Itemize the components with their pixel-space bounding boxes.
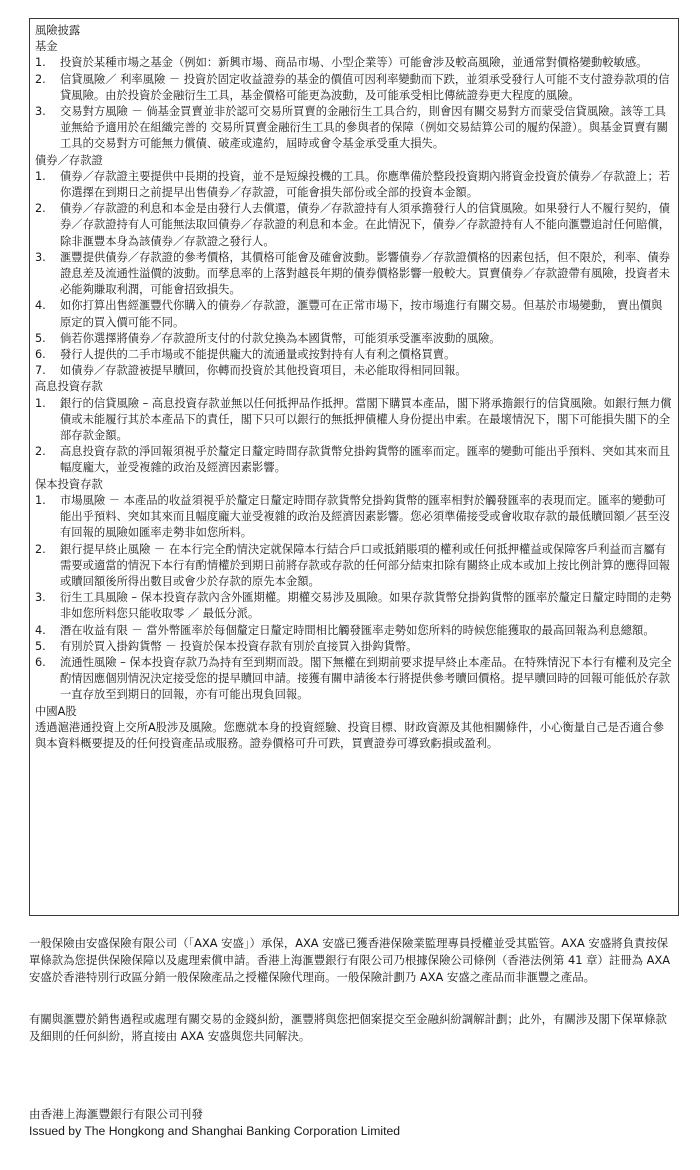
section-title-bonds: 債券／存款證: [35, 153, 103, 167]
section-title-capital-protected-deposit: 保本投資存款: [35, 477, 103, 491]
list-item: 1. 債券／存款證主要提供中長期的投資，並不是短線投機的工具。你應準備於整段投資期內將資金投資於債券／存款證上；若你選擇在到期日之前提早出售債券／存款證，可能會損失部份或全部的投資本金額。: [35, 169, 671, 200]
dispute-resolution-paragraph: 有關與滙豐於銷售過程或處理有關交易的金錢糾紛，滙豐將與您把個案提交至金融糾紛調解計劃；此外，有關涉及閣下保單條款及細則的任何糾紛，將直接由 AXA 安盛與您共同解決。: [29, 1012, 667, 1043]
list-item: 2. 高息投資存款的淨回報須視乎於釐定日釐定時間存款貨幣兌掛鈎貨幣的匯率而定。匯率的變動可能出乎預料、突如其來而且幅度龐大，並受複雜的政治及經濟因素影響。: [35, 445, 671, 475]
list-item: 2. 債券／存款證的利息和本金是由發行人去償還，債券／存款證持有人須承擔發行人的信貸風險。如果發行人不履行契約，債券／存款證持有人可能無法取回債券／存款證的利息和本金。在此情況下，債券／存款證持有人不能向滙豐追討任何賠償，除非滙豐本身為該債券／存款證之發行人。: [35, 202, 671, 248]
list-item: 1. 投資於某種市場之基金（例如：新興市場、商品市場、小型企業等）可能會涉及較高風險，並通常對價格變動較敏感。: [35, 56, 648, 70]
list-item: 5. 有別於買入掛鈎貨幣 － 投資於保本投資存款有別於直接買入掛鈎貨幣。: [35, 639, 418, 653]
list-item: 3. 交易對方風險 － 倘基金買賣並非於認可交易所買賣的金融衍生工具合約，則會因有關交易對方而蒙受信貸風險。該等工具並無給予適用於在組織完善的 交易所買賣金融衍生工具的參與者的保障（例如交易結算公司的履約保證）。與基金買賣有關工具的交易對方可能無力償債、破產或違約，屆時或會令基金承受重大損失。: [35, 105, 668, 151]
list-item: 1. 銀行的信貸風險 – 高息投資存款並無以任何抵押品作抵押。當閣下購買本產品，閣下將承擔銀行的信貸風險。如銀行無力償債或未能履行其於本產品下的責任，閣下只可以銀行的無抵押債權人身份提出申索。在最壞情況下，閣下可能損失閣下的全部存款金額。: [35, 396, 672, 443]
section-title-high-yield-deposit: 高息投資存款: [35, 380, 103, 394]
capital-protected-risk-list: [35, 493, 673, 704]
list-item: 7. 如債券／存款證被提早贖回，你轉而投資於其他投資項目，未必能取得相同回報。: [35, 364, 467, 378]
list-item: 3. 衍生工具風險 – 保本投資存款內含外匯期權。期權交易涉及風險。如果存款貨幣兌掛鈎貨幣的匯率於釐定日釐定時間的走勢非如您所料您只能收取零 ／ 最低分派。: [35, 591, 672, 621]
section-title-funds: 基金: [35, 40, 58, 54]
risk-disclosure-title: 風險披露: [35, 24, 81, 37]
section-title-china-a-shares: 中國A股: [35, 704, 77, 718]
list-item: 3. 滙豐提供債券／存款證的參考價格，其價格可能會及確會波動。影響債券／存款證價格的因素包括，但不限於，利率、債券證息差及流通性溢價的波動。而孳息率的上落對越長年期的債券價格影響一般較大。買賣債券／存款證帶有風險，投資者未必能夠賺取利潤，可能會招致損失。: [35, 250, 671, 297]
bonds-risk-list: [35, 169, 673, 380]
funds-risk-list: [35, 55, 673, 152]
high-yield-risk-list: [35, 396, 673, 477]
risk-disclosure-box: [29, 18, 679, 916]
list-item: 6. 發行人提供的二手市場或不能提供龐大的流通量或按對持有人有利之價格買賣。: [35, 348, 456, 362]
list-item: 5. 倘若你選擇將債券／存款證所支付的付款兌換為本國貨幣，可能須承受滙率波動的風險。: [35, 331, 501, 345]
issuer-chinese: 由香港上海滙豐銀行有限公司刊發: [29, 1107, 203, 1121]
insurance-disclaimer-paragraph: 一般保險由安盛保險有限公司（「AXA 安盛」）承保，AXA 安盛已獲香港保險業監理專員授權並受其監管。AXA 安盛將負責按保單條款為您提供保險保障以及處理索償申請。香港上海滙豐銀行有限公司乃根據保險公司條例（香港法例第 41 章）註冊為 AXA 安盛於香港特別行政區分銷一般保險產品之授權保險代理商。一般保險計劃乃 AXA 安盛之產品而非滙豐之產品。: [29, 936, 671, 984]
list-item: 2. 銀行提早終止風險 － 在本行完全酌情決定就保障本行結合戶口或抵銷賬項的權利或任何抵押權益或保障客戶利益而言屬有需要或適當的情況下本行有酌情權於到期日前將存款或存款的任何部分結束扣除有關終止成本或加上按比例計算的應得回報或贖回額後所得出數目或會少於存款的原先本金額。: [35, 542, 671, 588]
list-item: 1. 市場風險 － 本產品的收益須視乎於釐定日釐定時間存款貨幣兌掛鈎貨幣的匯率相對於觸發匯率的表現而定。匯率的變動可能出乎預料、突如其來而且幅度龐大並受複雜的政治及經濟因素影響。您必須準備接受或會收取存款的最低贖回額／甚至沒有回報的風險如匯率走勢非如您所料。: [35, 493, 671, 540]
list-item: 4. 潛在收益有限 － 當外幣匯率於每個釐定日釐定時間相比觸發匯率走勢如您所料的時候您能獲取的最高回報為利息總額。: [35, 623, 655, 637]
list-item: 2. 信貸風險／ 利率風險 － 投資於固定收益證券的基金的價值可因利率變動而下跌，並須承受發行人可能不支付證券款項的信貸風險。由於投資於金融衍生工具，基金價格可能更為波動，及可能承受相比傳統證券更大程度的風險。: [35, 72, 670, 102]
list-item: 6. 流通性風險 – 保本投資存款乃為持有至到期而設。閣下無權在到期前要求提早終止本產品。在特殊情況下本行有權利及完全酌情因應個別情況決定接受您的提早贖回申請。接獲有關申請後本行將提供參考贖回價格。提早贖回時的回報可能低於存款一直存放至到期日的回報，亦有可能出現負回報。: [35, 655, 672, 702]
issuer-block: [29, 1106, 400, 1140]
issuer-english: Issued by The Hongkong and Shanghai Banking Corporation Limited: [29, 1124, 401, 1138]
list-item: 4. 如你打算出售經滙豐代你購入的債券／存款證，滙豐可在正常市場下，按市場進行有關交易。但基於市場變動， 賣出價與原定的買入價可能不同。: [35, 299, 663, 329]
china-a-shares-paragraph: 透過滬港通投資上交所A股涉及風險。您應就本身的投資經驗、投資目標、財政資源及其他相關條件，小心衡量自己是否適合參與本資料概要提及的任何投資產品或服務。證券價格可升可跌，買賣證券可導致虧損或盈利。: [35, 720, 665, 750]
